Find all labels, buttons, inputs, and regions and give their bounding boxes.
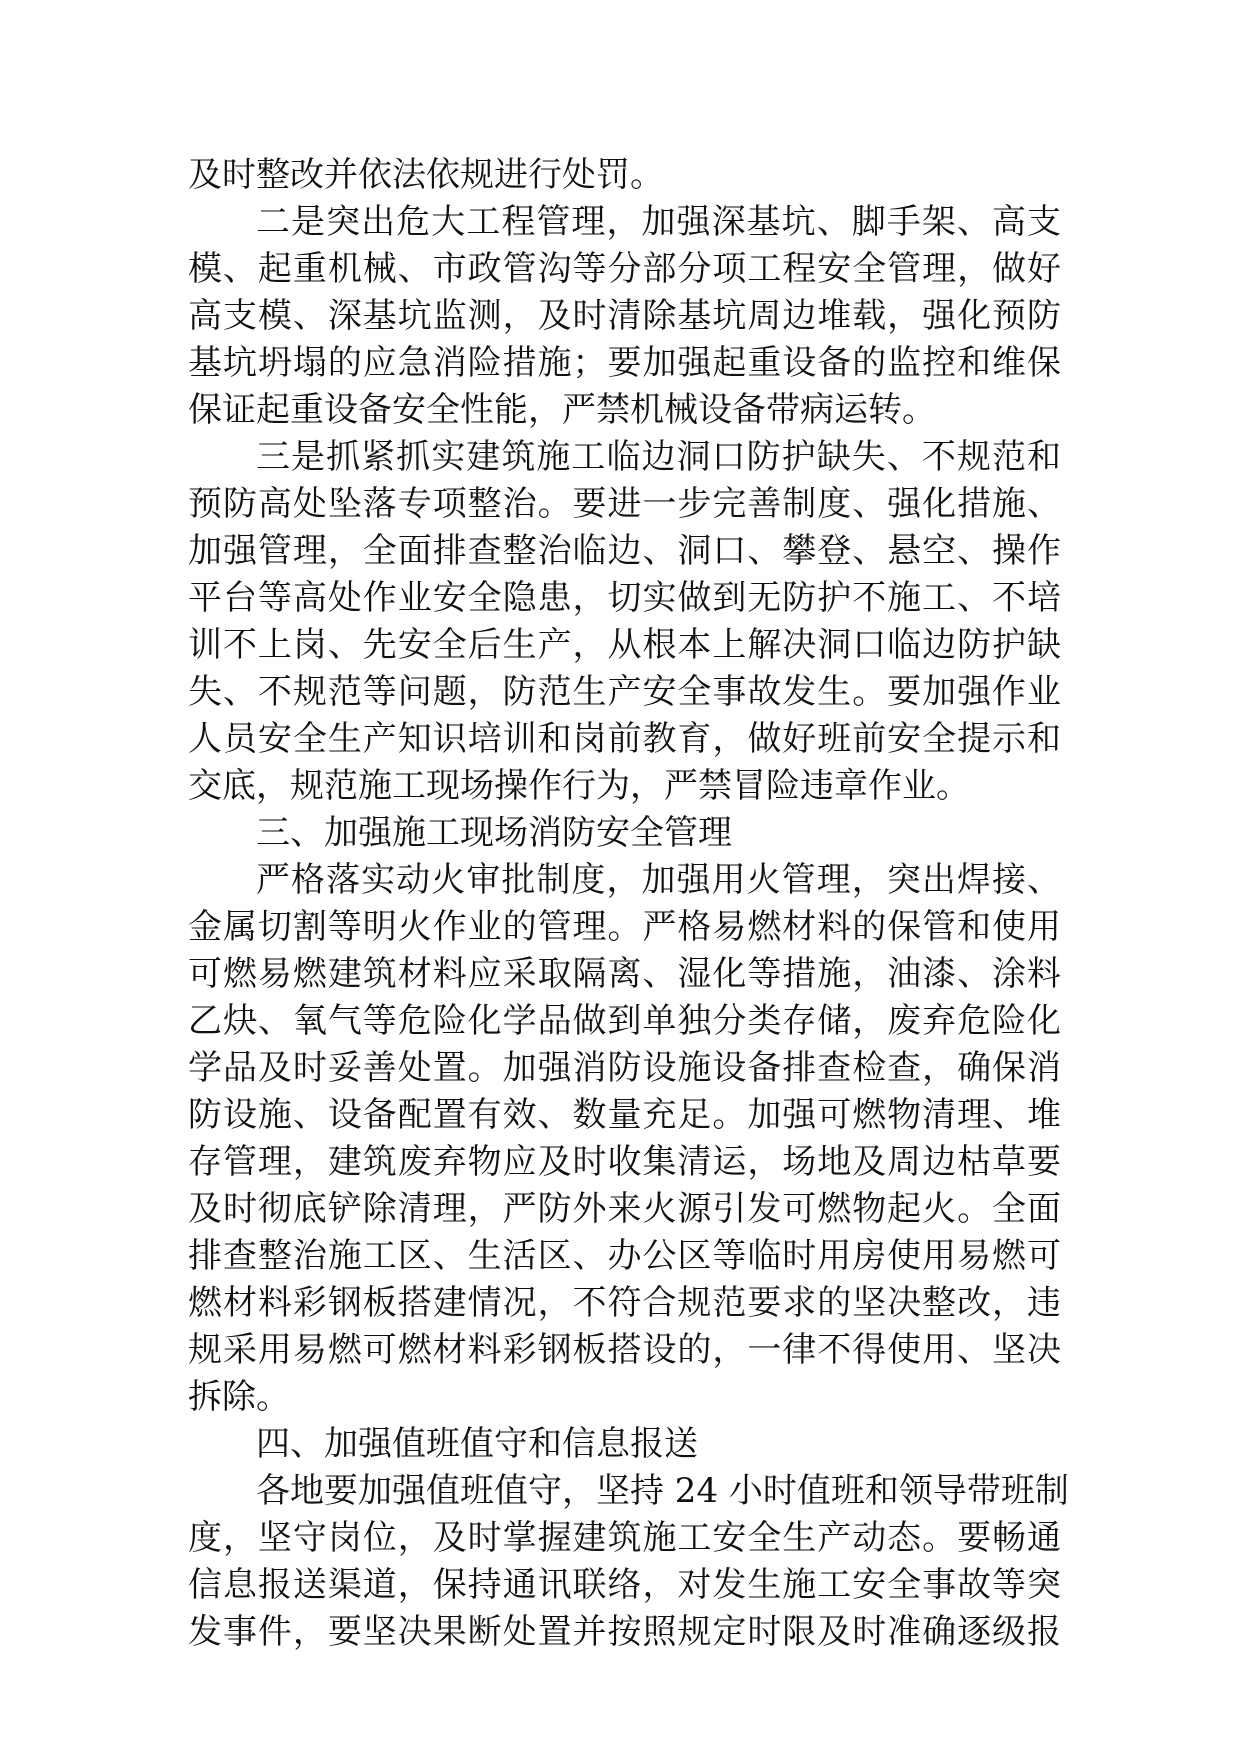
text-line: 可燃易燃建筑材料应采取隔离、湿化等措施，油漆、涂料 — [188, 954, 1061, 994]
text-line: 各地要加强值班值守，坚持 24 小时值班和领导带班制 — [256, 1471, 1069, 1511]
text-line: 平台等高处作业安全隐患，切实做到无防护不施工、不培 — [188, 578, 1061, 618]
text-line: 保证起重设备安全性能，严禁机械设备带病运转。 — [188, 390, 936, 430]
text-line: 发事件，要坚决果断处置并按照规定时限及时准确逐级报 — [188, 1612, 1061, 1652]
text-line: 存管理，建筑废弃物应及时收集清运，场地及周边枯草要 — [188, 1142, 1061, 1182]
document-body — [188, 152, 1069, 1656]
text-line: 加强管理，全面排查整治临边、洞口、攀登、悬空、操作 — [188, 531, 1061, 571]
text-line: 拆除。 — [188, 1377, 290, 1417]
text-line: 学品及时妥善处置。加强消防设施设备排查检查，确保消 — [188, 1048, 1061, 1088]
text-line: 规采用易燃可燃材料彩钢板搭设的，一律不得使用、坚决 — [188, 1330, 1061, 1370]
text-line: 金属切割等明火作业的管理。严格易燃材料的保管和使用 — [188, 907, 1061, 947]
text-line: 三、加强施工现场消防安全管理 — [256, 813, 732, 853]
text-line: 四、加强值班值守和信息报送 — [256, 1424, 698, 1464]
text-line: 失、不规范等问题，防范生产安全事故发生。要加强作业 — [188, 672, 1061, 712]
text-line: 及时彻底铲除清理，严防外来火源引发可燃物起火。全面 — [188, 1189, 1061, 1229]
text-line: 二是突出危大工程管理，加强深基坑、脚手架、高支 — [256, 202, 1061, 242]
text-line: 乙炔、氧气等危险化学品做到单独分类存储，废弃危险化 — [188, 1001, 1061, 1041]
text-line: 信息报送渠道，保持通讯联络，对发生施工安全事故等突 — [188, 1565, 1061, 1605]
text-line: 严格落实动火审批制度，加强用火管理，突出焊接、 — [256, 860, 1061, 900]
text-line: 排查整治施工区、生活区、办公区等临时用房使用易燃可 — [188, 1236, 1061, 1276]
text-line: 三是抓紧抓实建筑施工临边洞口防护缺失、不规范和 — [256, 437, 1061, 477]
text-line: 训不上岗、先安全后生产，从根本上解决洞口临边防护缺 — [188, 625, 1061, 665]
text-line: 防设施、设备配置有效、数量充足。加强可燃物清理、堆 — [188, 1095, 1061, 1135]
text-line: 基坑坍塌的应急消险措施；要加强起重设备的监控和维保 — [188, 343, 1061, 383]
text-line: 燃材料彩钢板搭建情况，不符合规范要求的坚决整改，违 — [188, 1283, 1061, 1323]
text-line: 及时整改并依法依规进行处罚。 — [188, 155, 664, 195]
text-line: 高支模、深基坑监测，及时清除基坑周边堆载，强化预防 — [188, 296, 1061, 336]
text-line: 交底，规范施工现场操作行为，严禁冒险违章作业。 — [188, 766, 970, 806]
text-line: 度，坚守岗位，及时掌握建筑施工安全生产动态。要畅通 — [188, 1518, 1061, 1558]
text-line: 预防高处坠落专项整治。要进一步完善制度、强化措施、 — [188, 484, 1061, 524]
text-line: 模、起重机械、市政管沟等分部分项工程安全管理，做好 — [188, 249, 1061, 289]
text-line: 人员安全生产知识培训和岗前教育，做好班前安全提示和 — [188, 719, 1061, 759]
